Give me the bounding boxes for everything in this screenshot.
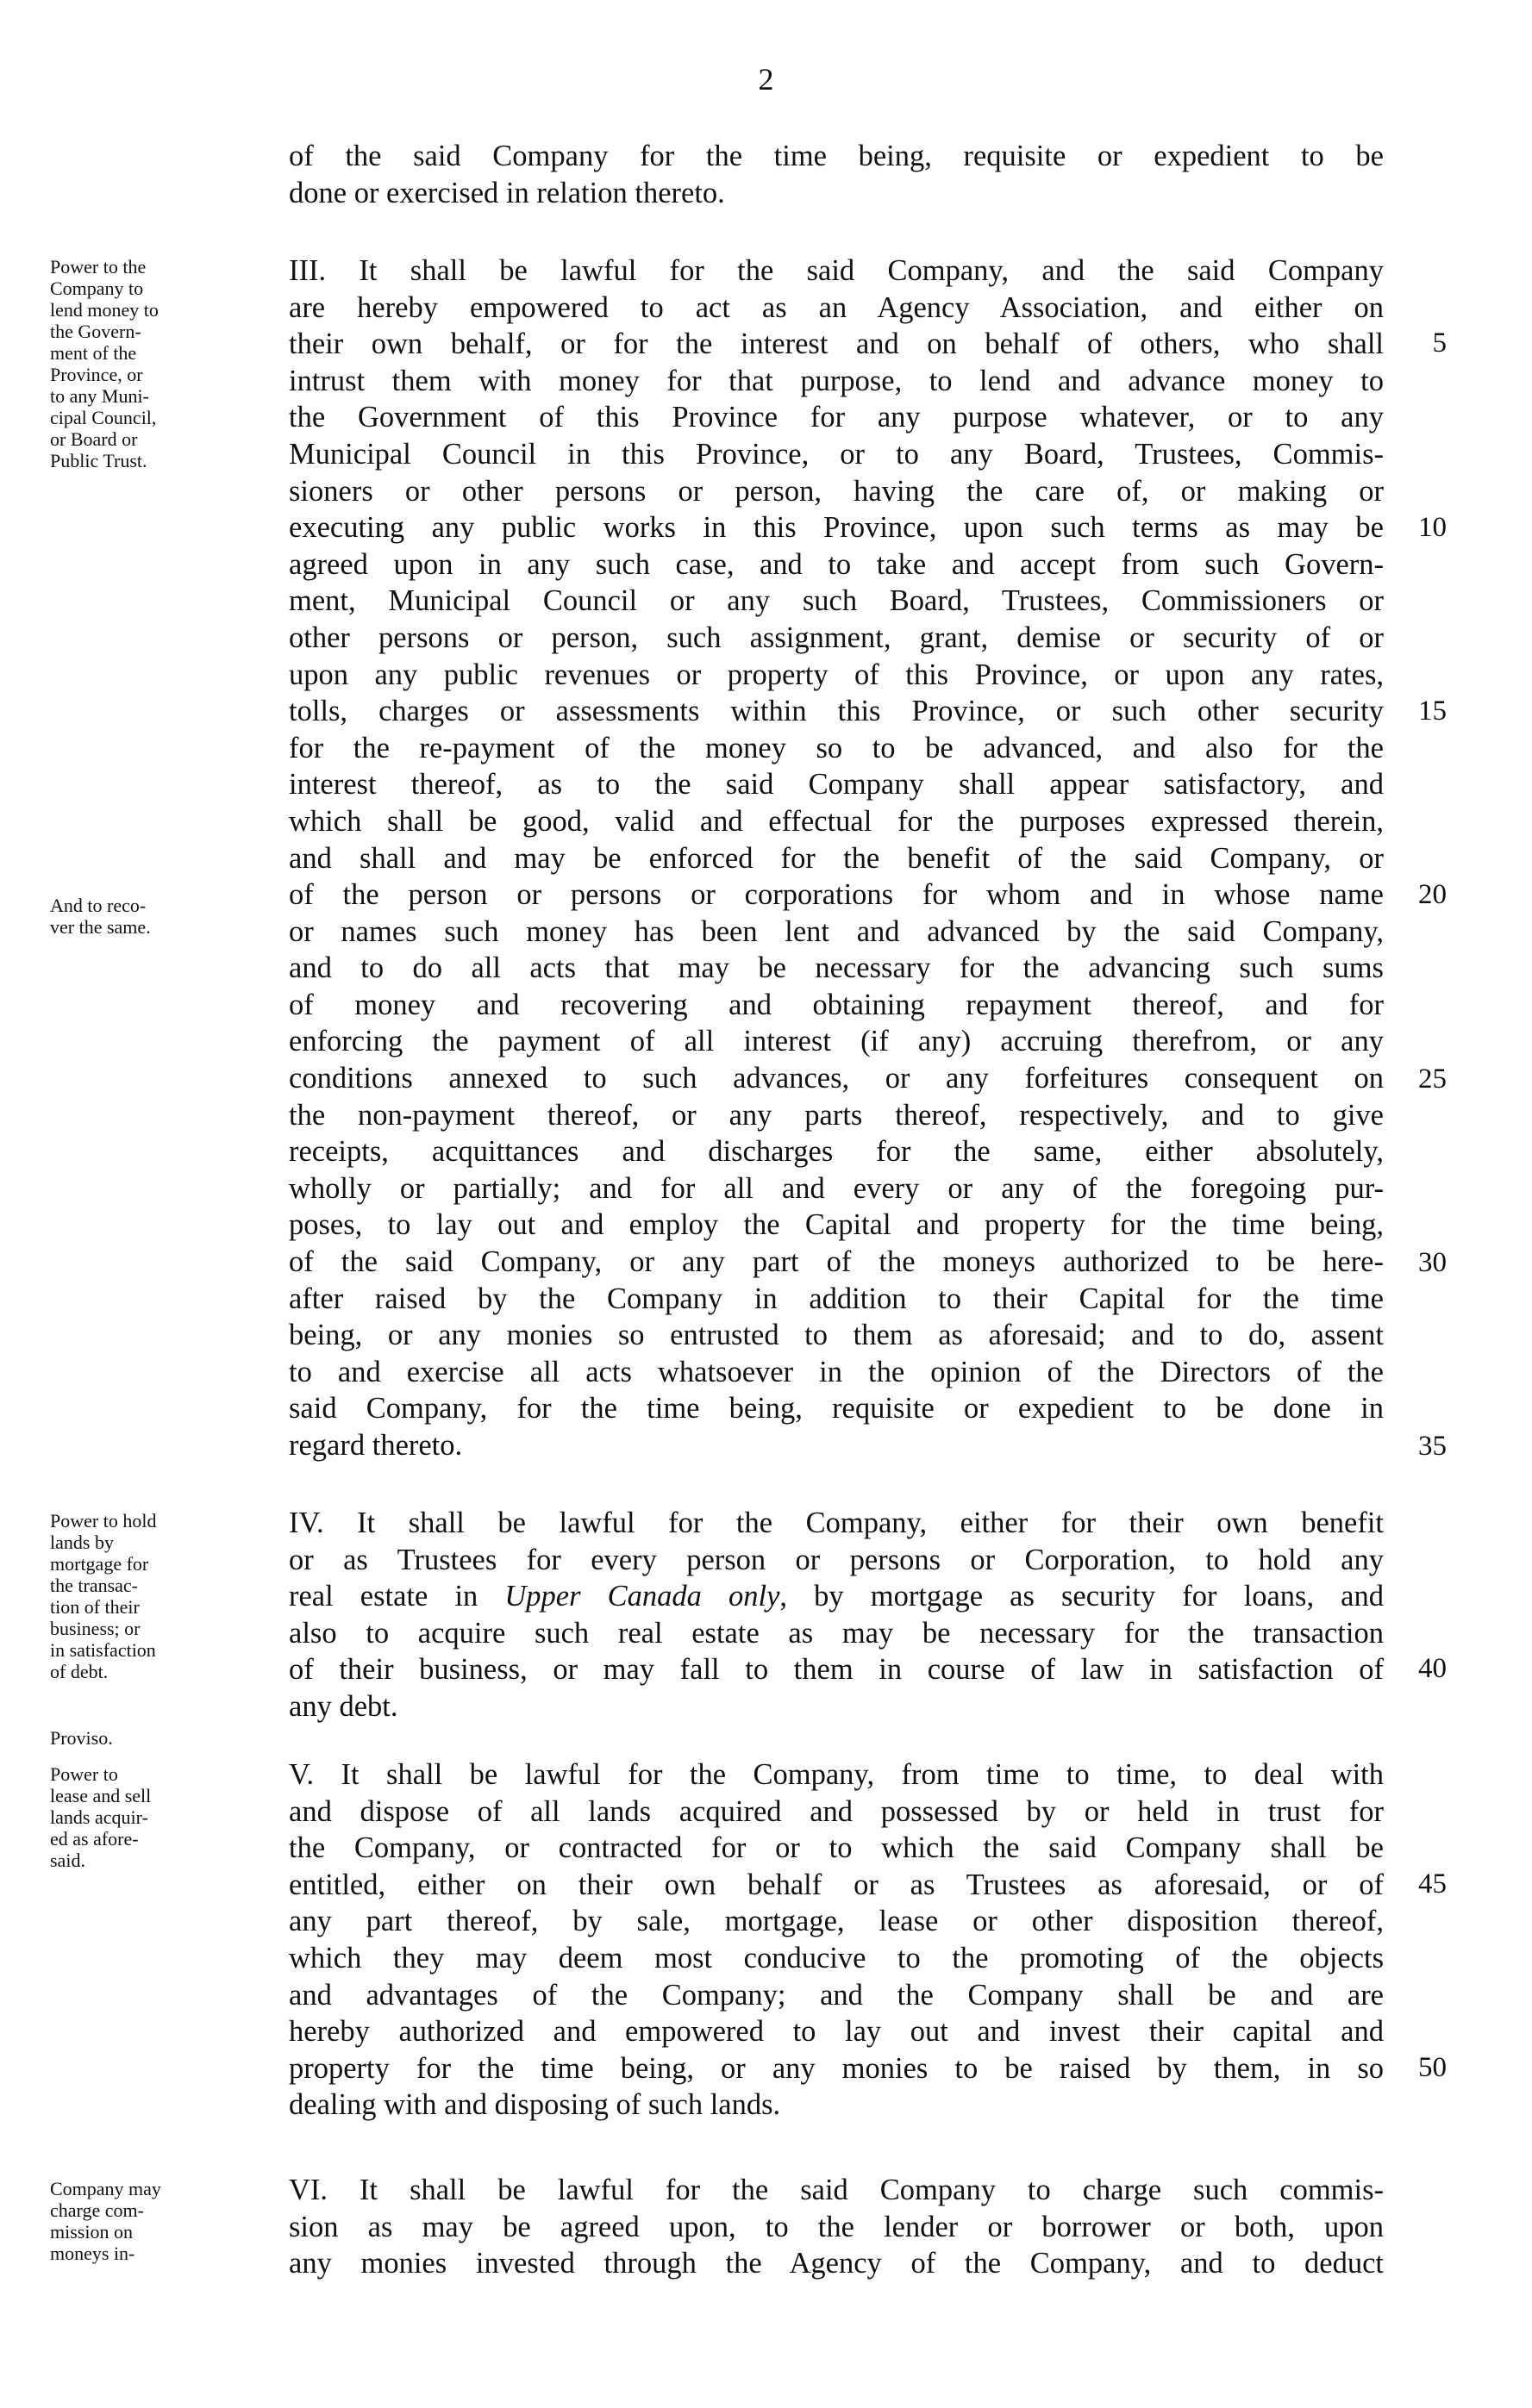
margin-note-line: the Govern- [50,321,141,342]
margin-note-power-to-lend [50,256,283,471]
margin-note-line: Province, or [50,364,143,385]
emphasis-upper-canada: Upper Canada only [504,1580,780,1613]
text-line: and to do all acts that may be necessary for the advancing such sums [289,951,1384,985]
paragraph-section-4 [289,1505,1384,1725]
line-number: 40 [1418,1653,1447,1684]
text-line: of money and recovering and obtaining repayment thereof, and for [289,988,1384,1021]
paragraph-section-5 [289,1756,1384,2124]
text-line: V. It shall be lawful for the Company, from time to time, to deal with [289,1758,1384,1791]
text-line: dealing with and disposing of such lands. [289,2088,781,2122]
line-number: 30 [1418,1247,1447,1278]
text-line: ment, Municipal Council or any such Board, Trustees, Commissioners or [289,584,1384,618]
text-line: or names such money has been lent and advanced by the said Company, [289,914,1384,948]
text-line: real estate in Upper Canada only, by mortgage as security for loans, and [289,1580,1384,1613]
margin-note-line: And to reco- [50,895,147,916]
margin-note-hold-lands [50,1510,283,1682]
paragraph-section-3 [289,253,1384,1464]
margin-note-line: Proviso. [50,1727,113,1749]
margin-note-line: moneys in- [50,2243,135,2264]
margin-note-commission [50,2178,283,2264]
text-line: which they may deem most conducive to the promoting of the objects [289,1941,1384,1974]
text-line: and dispose of all lands acquired and possessed by or held in trust for [289,1794,1384,1828]
margin-note-line: lease and sell [50,1785,152,1806]
margin-note-line: Public Trust. [50,450,147,471]
margin-note-line: ed as afore- [50,1828,139,1850]
text-line: property for the time being, or any monies to be raised by them, in so [289,2051,1384,2085]
text-line: done or exercised in relation thereto. [289,176,725,209]
margin-note-line: mission on [50,2221,133,2243]
paragraph-continuation [289,138,1384,211]
text-line: and shall and may be enforced for the benefit of the said Company, or [289,841,1384,875]
text-line: any part thereof, by sale, mortgage, lease or other disposition thereof, [289,1905,1384,1938]
text-line: conditions annexed to such advances, or any forfeitures consequent on [289,1062,1384,1095]
line-number: 5 [1432,328,1447,359]
text-line: upon any public revenues or property of this Province, or upon any rates, [289,658,1384,691]
margin-note-line: in satisfaction [50,1639,156,1661]
text-line: III. It shall be lawful for the said Company, and the said Company [289,254,1384,287]
margin-note-line: ver the same. [50,916,151,938]
text-line: poses, to lay out and employ the Capital and property for the time being, [289,1208,1384,1242]
text-line: intrust them with money for that purpose, to lend and advance money to [289,364,1384,397]
text-line: wholly or partially; and for all and every or any of the foregoing pur- [289,1171,1384,1205]
paragraph-section-6 [289,2172,1384,2282]
text-line: receipts, acquittances and discharges for the same, either absolutely, [289,1135,1384,1169]
line-number: 10 [1418,512,1447,543]
margin-note-line: cipal Council, [50,407,157,428]
text-line: tolls, charges or assessments within this Province, or such other security [289,695,1384,728]
margin-note-line: said. [50,1850,85,1871]
text-line: their own behalf, or for the interest and on behalf of others, who shall [289,328,1384,361]
margin-note-line: lands by [50,1532,114,1553]
text-line: agreed upon in any such case, and to take and accept from such Govern- [289,547,1384,581]
margin-note-proviso [50,1727,283,1749]
margin-note-line: business; or [50,1618,141,1639]
text-line: sion as may be agreed upon, to the lender or borrower or both, upon [289,2210,1384,2243]
text-line: of their business, or may fall to them in course of law in satisfaction of [289,1653,1384,1687]
page-number: 2 [758,62,774,97]
text-line: enforcing the payment of all interest (if any) accruing therefrom, or any [289,1025,1384,1058]
text-line: of the said Company for the time being, requisite or expedient to be [289,140,1384,172]
text-line: executing any public works in this Province, upon such terms as may be [289,511,1384,545]
margin-note-line: lands acquir- [50,1806,148,1828]
text-line: of the said Company, or any part of the moneys authorized to be here- [289,1245,1384,1279]
text-line: sioners or other persons or person, having the care of, or making or [289,474,1384,508]
text-line: the non-payment thereof, or any parts thereof, respectively, and to give [289,1098,1384,1132]
margin-note-line: tion of their [50,1596,140,1618]
text-line: any monies invested through the Agency of the Company, and to deduct [289,2247,1384,2280]
text-line: the Company, or contracted for or to which the said Company shall be [289,1831,1384,1865]
text-line: VI. It shall be lawful for the said Company to charge such commis- [289,2174,1384,2206]
margin-note-line: ment of the [50,342,137,364]
text-line: are hereby empowered to act as an Agency Association, and either on [289,290,1384,324]
text-line: interest thereof, as to the said Company shall appear satisfactory, and [289,768,1384,802]
margin-note-lease-sell [50,1763,283,1871]
text-line: other persons or person, such assignment, grant, demise or security of or [289,621,1384,654]
margin-note-line: charge com- [50,2199,144,2221]
text-line: any debt. [289,1689,398,1723]
margin-note-line: mortgage for [50,1553,149,1575]
text-line: to and exercise all acts whatsoever in the opinion of the Directors of the [289,1355,1384,1388]
text-line: and advantages of the Company; and the Company shall be and are [289,1978,1384,2012]
text-line: after raised by the Company in addition to their Capital for the time [289,1282,1384,1315]
line-number: 25 [1418,1064,1447,1095]
text-line: regard thereto. [289,1429,463,1462]
margin-note-recover [50,895,283,938]
text-line: said Company, for the time being, requisite or expedient to be done in [289,1392,1384,1425]
line-number: 45 [1418,1868,1447,1900]
line-number: 15 [1418,696,1447,727]
margin-note-line: Company to [50,278,144,299]
margin-note-line: to any Muni- [50,385,149,407]
margin-note-line: Power to [50,1763,118,1785]
text-line: IV. It shall be lawful for the Company, either for their own benefit [289,1507,1384,1539]
margin-note-line: Power to the [50,256,147,278]
line-number: 20 [1418,879,1447,910]
margin-note-line: the transac- [50,1575,138,1596]
text-line: which shall be good, valid and effectual for the purposes expressed therein, [289,804,1384,838]
text-line: the Government of this Province for any purpose whatever, or to any [289,401,1384,434]
line-number: 50 [1418,2052,1447,2083]
text-line: or as Trustees for every person or persons or Corporation, to hold any [289,1543,1384,1576]
margin-note-line: lend money to [50,299,159,321]
margin-note-line: of debt. [50,1661,109,1682]
text-line: hereby authorized and empowered to lay out and invest their capital and [289,2015,1384,2049]
margin-note-line: or Board or [50,428,138,450]
text-line: also to acquire such real estate as may be necessary for the transaction [289,1616,1384,1650]
text-line: entitled, either on their own behalf or as Trustees as aforesaid, or of [289,1868,1384,1901]
text-line: being, or any monies so entrusted to them as aforesaid; and to do, assent [289,1319,1384,1352]
text-line: Municipal Council in this Province, or to any Board, Trustees, Commis- [289,437,1384,471]
margin-note-line: Power to hold [50,1510,157,1532]
text-line: of the person or persons or corporations for whom and in whose name [289,878,1384,912]
margin-note-line: Company may [50,2178,161,2199]
text-line: for the re-payment of the money so to be advanced, and also for the [289,731,1384,764]
line-number: 35 [1418,1431,1447,1462]
